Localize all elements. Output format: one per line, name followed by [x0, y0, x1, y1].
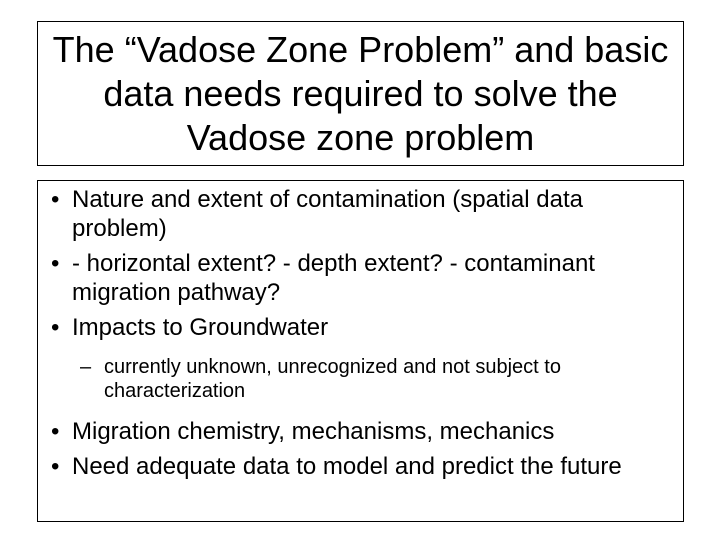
bullet-item-extent — [38, 249, 683, 307]
bullet-icon: • — [51, 453, 60, 480]
bullet-icon: • — [51, 250, 60, 277]
bullet-item-groundwater — [38, 313, 683, 342]
sub-bullet-text: currently unknown, unrecognized and not subject to characterization — [104, 356, 561, 402]
title-box — [37, 21, 684, 166]
bullet-item-migration — [38, 417, 683, 446]
bullet-icon: • — [51, 418, 60, 445]
content-box — [37, 180, 684, 522]
bullet-item-contamination — [38, 185, 683, 243]
sub-bullet-item-unknown — [38, 355, 683, 403]
bullet-item-data-needs — [38, 452, 683, 481]
bullet-text: Migration chemistry, mechanisms, mechanics — [72, 418, 555, 445]
dash-icon: – — [80, 356, 92, 378]
bullet-text: - horizontal extent? - depth extent? - contaminant migration pathway? — [72, 250, 595, 306]
bullet-text: Need adequate data to model and predict the future — [72, 453, 622, 480]
bullet-icon: • — [51, 314, 60, 341]
bullet-text: Impacts to Groundwater — [72, 314, 329, 341]
bullet-text: Nature and extent of contamination (spatial data problem) — [72, 186, 583, 242]
bullet-icon: • — [51, 186, 60, 213]
slide-title: The “Vadose Zone Problem” and basic data needs required to solve the Vadose zone problem — [52, 28, 669, 158]
bullet-list — [38, 185, 683, 487]
